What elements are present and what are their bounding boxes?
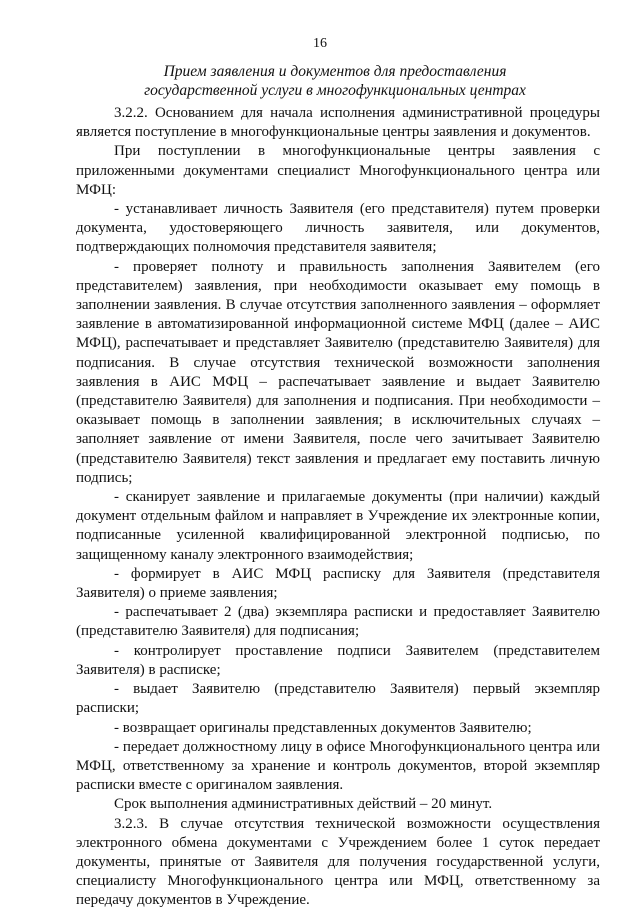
section-heading-line-1: Прием заявления и документов для предоставления xyxy=(163,63,507,80)
section-heading-line-2: государственной услуги в многофункциональных центрах xyxy=(144,82,526,99)
page-number: 16 xyxy=(313,36,327,51)
list-item-signature: - контролирует проставление подписи Заявителем (представителем Заявителя) в расписке; xyxy=(76,642,600,678)
list-item-return-originals: - возвращает оригиналы представленных документов Заявителю; xyxy=(114,719,532,736)
list-item-scan: - сканирует заявление и прилагаемые документы (при наличии) каждый документ отдельным файлом и направляет в Учреждение их электронные копии, подписанные усиленной квалифицированной электронной подписью, по защищенному каналу электронного взаимодействия; xyxy=(76,489,600,563)
list-item-receipt: - формирует в АИС МФЦ расписку для Заявителя (представителя Заявителя) о приеме заявления; xyxy=(76,565,600,602)
list-item-identity: - устанавливает личность Заявителя (его представителя) путем проверки документа, удостоверяющего личность заявителя, или документов, подтверждающих полномочия представителя заявителя; xyxy=(76,201,600,256)
paragraph-3-2-3: 3.2.3. В случае отсутствия технической возможности осуществления электронного обмена документами с Учреждением более 1 суток передает документы, принятые от Заявителя для получения государственной услуги, специалисту Многофункционального центра или МФЦ, ответственному за передачу документов в Учреждение. xyxy=(76,815,600,909)
document-body xyxy=(76,104,600,911)
paragraph-deadline: Срок выполнения административных действий – 20 минут. xyxy=(114,796,493,813)
paragraph-3-2-2: 3.2.2. Основанием для начала исполнения административной процедуры является поступление в многофункциональные центры заявления и документов. xyxy=(76,105,600,141)
list-item-print: - распечатывает 2 (два) экземпляра расписки и предоставляет Заявителю (представителю Заявителя) для подписания; xyxy=(76,604,600,640)
list-item-check-form: - проверяет полноту и правильность заполнения Заявителем (его представителем) заявления, при необходимости оказывает ему помощь в заполнении заявления. В случае отсутствия заполненного заявления – оформляет заявление в автоматизированной информационной системе МФЦ (далее – АИС МФЦ), распечатывает и представляет Заявителю (представителю Заявителя) для подписания. В случае отсутствия технической возможности заполнения заявления в АИС МФЦ – распечатывает заявление и выдает Заявителю (представителю Заявителя) для заполнения и подписания. При необходимости – оказывает помощь в заполнении заявления; в исключительных случаях – заполняет заявление от имени Заявителя, после чего зачитывает Заявителю (представителю Заявителя) текст заявления и предлагает ему поставить личную подпись; xyxy=(76,258,600,486)
section-heading xyxy=(70,62,600,100)
paragraph-intake: При поступлении в многофункциональные центры заявления с приложенными документами специалист Многофункционального центра или МФЦ: xyxy=(76,143,600,198)
list-item-transfer: - передает должностному лицу в офисе Многофункционального центра или МФЦ, ответственному за хранение и контроль документов, второй экземпляр расписки вместе с оригиналом заявления. xyxy=(76,738,600,794)
list-item-issue-receipt: - выдает Заявителю (представителю Заявителя) первый экземпляр расписки; xyxy=(76,681,600,717)
